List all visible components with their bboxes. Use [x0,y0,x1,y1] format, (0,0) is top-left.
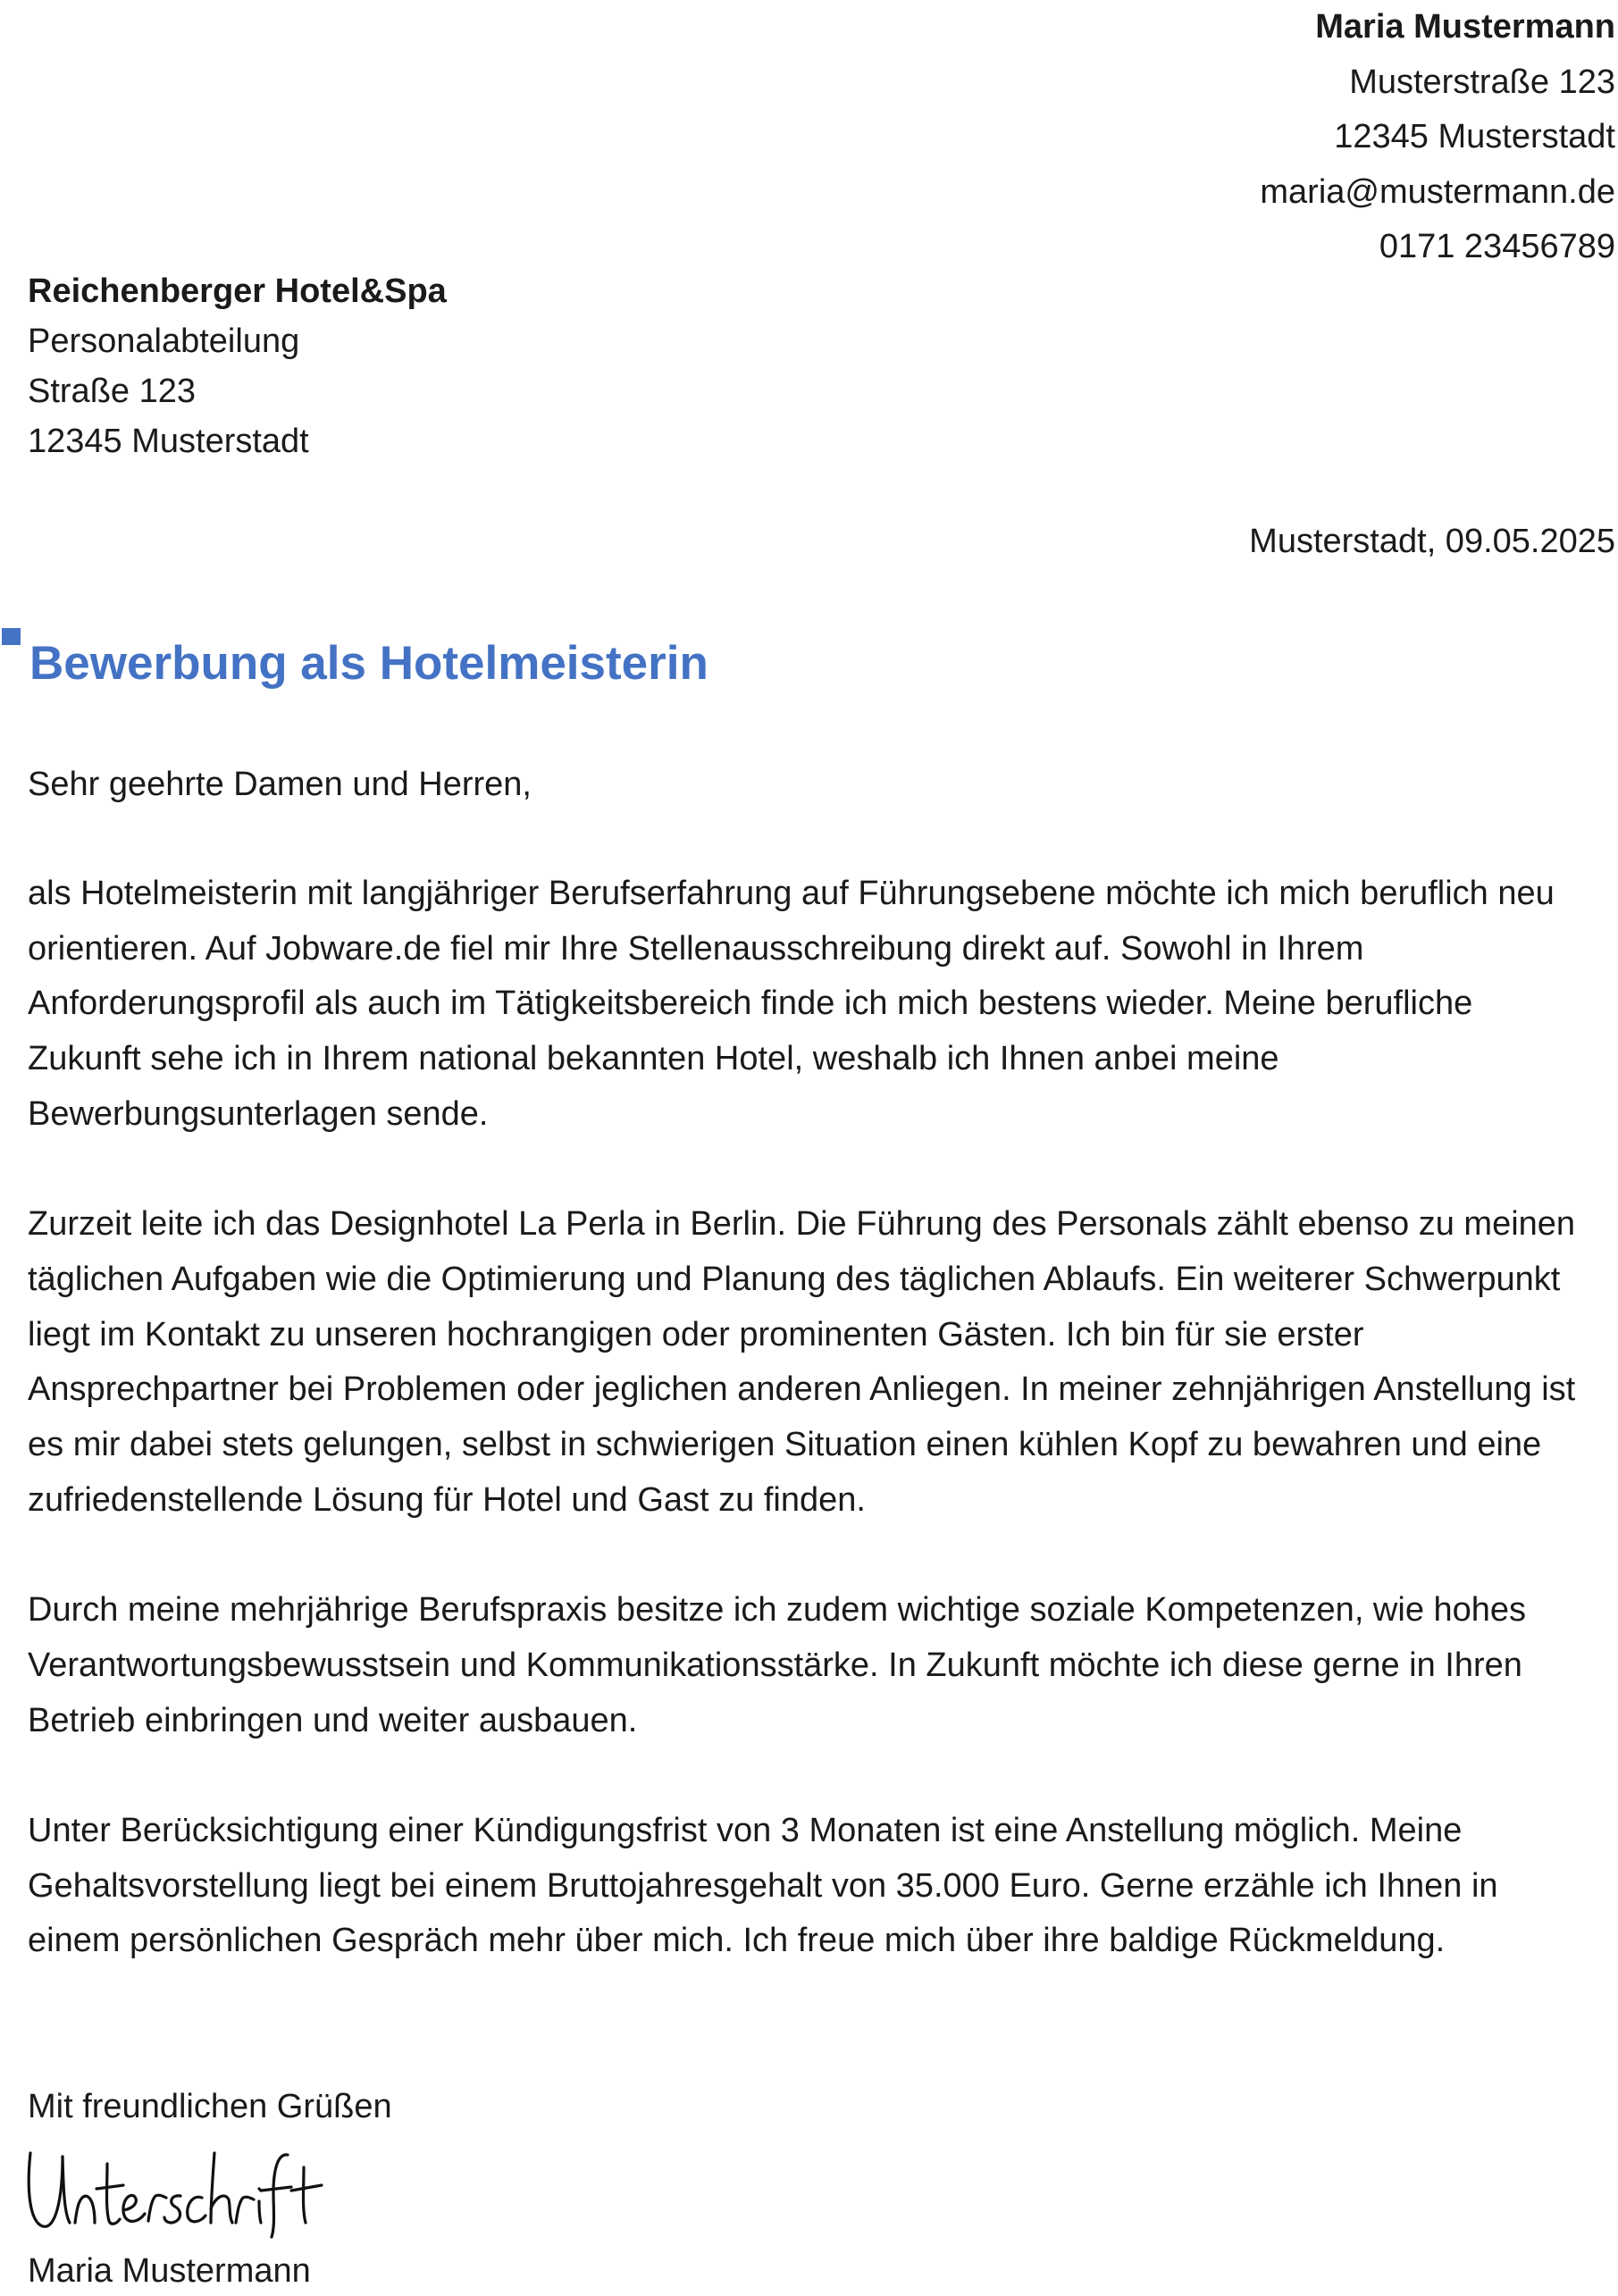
signature-image [23,2137,327,2242]
paragraph: Durch meine mehrjährige Berufspraxis besitze ich zudem wichtige soziale Kompetenzen, wie hohes Verantwortungsbewusstsein und Kommunikationsstärke. In Zukunft möchte ich diese gerne in Ihren Betrieb einbringen und weiter ausbauen. [28,1591,1527,1739]
sender-email: maria@mustermann.de [1260,172,1615,211]
recipient-city: 12345 Musterstadt [28,423,309,460]
recipient-street: Straße 123 [28,373,196,410]
sender-name: Maria Mustermann [1315,8,1615,46]
subject-heading: Bewerbung als Hotelmeisterin [29,637,708,690]
sender-block [1260,0,1615,275]
sender-street: Musterstraße 123 [1349,63,1615,101]
signer-name: Maria Mustermann [28,2252,311,2290]
paragraph: als Hotelmeisterin mit langjähriger Berufserfahrung auf Führungsebene möchte ich mich beruflich neu orientieren. Auf Jobware.de fiel mir Ihre Stellenausschreibung direkt auf. Sowohl in Ihrem Anforderungsprofil als auch im Tätigkeitsbereich finde ich mich bestens wieder. Meine berufliche Zukunft sehe ich in Ihrem national bekannten Hotel, weshalb ich Ihnen anbei meine Bewerbungsunterlagen sende. [28,875,1555,1133]
sender-phone: 0171 23456789 [1379,228,1615,265]
recipient-company: Reichenberger Hotel&Spa [28,272,447,310]
sender-city: 12345 Musterstadt [1334,118,1615,155]
letter-body [28,867,1582,2024]
date-line: Musterstadt, 09.05.2025 [1249,523,1615,560]
recipient-department: Personalabteilung [28,323,300,360]
recipient-block [28,266,447,466]
closing: Mit freundlichen Grüßen [28,2088,392,2125]
salutation: Sehr geehrte Damen und Herren, [28,766,532,803]
paragraph: Zurzeit leite ich das Designhotel La Perla in Berlin. Die Führung des Personals zählt ebenso zu meinen täglichen Aufgaben wie die Optimierung und Planung des täglichen Ablaufs. Ein weiterer Schwerpunkt liegt im Kontakt zu unseren hochrangigen oder prominenten Gästen. Ich bin für sie erster Ansprechpartner bei Problemen oder jeglichen anderen Anliegen. In meiner zehnjährigen Anstellung ist es mir dabei stets gelungen, selbst in schwierigen Situation einen kühlen Kopf zu bewahren und eine zufriedenstellende Lösung für Hotel und Gast zu finden. [28,1205,1576,1519]
subject-marker [2,628,21,645]
paragraph: Unter Berücksichtigung einer Kündigungsfrist von 3 Monaten ist eine Anstellung möglich. Meine Gehaltsvorstellung liegt bei einem Bruttojahresgehalt von 35.000 Euro. Gerne erzähle ich Ihnen in einem persönlichen Gespräch mehr über mich. Ich freue mich über ihre baldige Rückmeldung. [28,1811,1498,1960]
